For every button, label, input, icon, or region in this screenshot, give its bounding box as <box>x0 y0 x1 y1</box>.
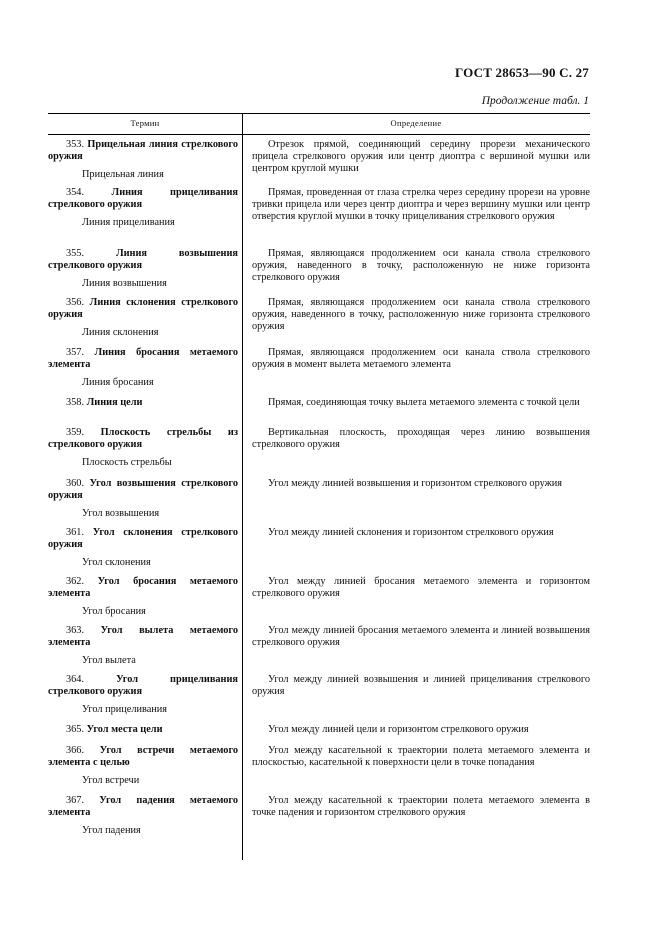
term-number: 361. <box>66 527 85 538</box>
term-short-form: Угол бросания <box>82 606 146 617</box>
term-cell <box>48 478 238 520</box>
term-number: 366. <box>66 745 85 756</box>
term-cell <box>48 625 238 667</box>
term-name: Линия возвышения стрелкового оружия <box>48 248 238 271</box>
term-name: Угол возвышения стрелкового оружия <box>48 478 238 501</box>
term-cell <box>48 795 238 837</box>
term-short-form: Угол падения <box>82 825 141 836</box>
term-number: 362. <box>66 576 85 587</box>
term-name: Линия цели <box>86 397 143 408</box>
term-cell <box>48 576 238 618</box>
definition-cell: Угол между линией возвышения и линией прицеливания стрелкового оружия <box>252 674 590 697</box>
term-number: 353. <box>66 139 85 150</box>
term-short-form: Угол прицеливания <box>82 704 168 715</box>
term-name: Линия прицеливания стрелкового оружия <box>48 187 238 210</box>
term-number: 358. <box>66 397 85 408</box>
term-title <box>48 347 238 371</box>
term-cell <box>48 527 238 569</box>
term-short-form: Линия склонения <box>82 327 159 338</box>
term-cell <box>48 187 238 229</box>
term-title <box>48 576 238 600</box>
definition-cell: Угол между линией склонения и горизонтом стрелкового оружия <box>268 527 554 538</box>
term-short-form: Угол вылета <box>82 655 136 666</box>
page-header: ГОСТ 28653—90 С. 27 <box>455 65 589 80</box>
definition-cell: Прямая, являющаяся продолжением оси канала ствола стрелкового оружия, наведенного в точку, расположенную не ниже горизонта стрелкового оружия <box>252 248 590 283</box>
term-short-form: Плоскость стрельбы <box>82 457 172 468</box>
column-divider <box>242 135 243 860</box>
definition-cell: Угол между линией бросания метаемого элемента и горизонтом стрелкового оружия <box>252 576 590 599</box>
table-header <box>48 113 590 135</box>
term-name: Угол прицеливания стрелкового оружия <box>48 674 238 697</box>
term-cell <box>48 139 238 181</box>
term-cell <box>48 427 238 469</box>
term-title <box>48 625 238 649</box>
term-cell <box>48 745 238 787</box>
term-cell <box>48 347 238 389</box>
term-short-form: Линия возвышения <box>82 278 167 289</box>
term-name: Угол встречи метаемого элемента с целью <box>48 745 239 768</box>
term-cell <box>48 674 238 716</box>
term-cell <box>48 397 238 415</box>
term-number: 367. <box>66 795 85 806</box>
term-number: 364. <box>66 674 85 685</box>
term-number: 356. <box>66 297 85 308</box>
definition-cell: Прямая, проведенная от глаза стрелка через середину прорези на уровне тривки прицела или через центр диоптра и через вершину мушки или центр отверстия круглой мушки в точку прицеливания стрелкового оружия <box>252 187 590 222</box>
definition-cell: Угол между линией цели и горизонтом стрелкового оружия <box>268 724 529 735</box>
term-title <box>48 795 238 819</box>
term-name: Угол вылета метаемого элемента <box>48 625 238 648</box>
term-short-form: Угол встречи <box>82 775 140 786</box>
term-title <box>48 139 238 163</box>
term-short-form: Прицельная линия <box>82 169 164 180</box>
table-continuation-label: Продолжение табл. 1 <box>481 95 589 107</box>
term-name: Линия склонения стрелкового оружия <box>48 297 239 320</box>
term-short-form: Угол возвышения <box>82 508 160 519</box>
term-title <box>48 397 238 409</box>
term-name: Плоскость стрельбы из стрелкового оружия <box>48 427 238 450</box>
definition-cell: Угол между линией бросания метаемого элемента и линией возвышения стрелкового оружия <box>252 625 590 648</box>
term-title <box>48 248 238 272</box>
term-name: Линия бросания метаемого элемента <box>48 347 238 370</box>
term-title <box>48 527 238 551</box>
terms-table <box>48 113 590 836</box>
column-header-term: Термин <box>130 118 160 128</box>
definition-cell: Прямая, являющаяся продолжением оси канала ствола стрелкового оружия, наведенного в точку, расположенную ниже горизонта стрелкового оружия <box>252 297 590 332</box>
definition-cell: Прямая, являющаяся продолжением оси канала ствола стрелкового оружия в момент вылета метаемого элемента <box>252 347 590 370</box>
term-title <box>48 427 238 451</box>
term-title <box>48 724 238 736</box>
term-name: Угол падения метаемого элемента <box>48 795 239 818</box>
term-short-form: Угол склонения <box>82 557 151 568</box>
term-title <box>48 674 238 698</box>
term-name: Угол склонения стрелкового оружия <box>48 527 238 550</box>
definition-cell: Угол между касательной к траектории полета метаемого элемента в точке падения и горизонтом стрелкового оружия <box>252 795 590 818</box>
term-short-form: Линия прицеливания <box>82 217 175 228</box>
term-number: 354. <box>66 187 85 198</box>
definition-cell: Угол между линией возвышения и горизонтом стрелкового оружия <box>268 478 562 489</box>
term-number: 359. <box>66 427 85 438</box>
term-number: 357. <box>66 347 85 358</box>
definition-cell: Прямая, соединяющая точку вылета метаемого элемента с точкой цели <box>268 397 580 408</box>
term-title <box>48 478 238 502</box>
term-number: 365. <box>66 724 85 735</box>
term-name: Угол места цели <box>86 724 163 735</box>
term-name: Прицельная линия стрелкового оружия <box>48 139 238 162</box>
definition-cell: Вертикальная плоскость, проходящая через линию возвышения стрелкового оружия <box>252 427 590 450</box>
term-title <box>48 297 238 321</box>
term-number: 360. <box>66 478 85 489</box>
term-cell <box>48 724 238 742</box>
term-cell <box>48 297 238 339</box>
term-name: Угол бросания метаемого элемента <box>48 576 238 599</box>
definition-cell: Отрезок прямой, соединяющий середину прорези механического прицела стрелкового оружия или центр диоптра с вершиной мушки или центром круглой мушки <box>252 139 590 174</box>
column-header-definition: Определение <box>390 118 442 128</box>
term-title <box>48 745 238 769</box>
definition-cell: Угол между касательной к траектории полета метаемого элемента и плоскостью, касательной к поверхности цели в точке попадания <box>252 745 590 768</box>
term-number: 363. <box>66 625 85 636</box>
term-number: 355. <box>66 248 85 259</box>
term-cell <box>48 248 238 290</box>
term-short-form: Линия бросания <box>82 377 154 388</box>
term-title <box>48 187 238 211</box>
